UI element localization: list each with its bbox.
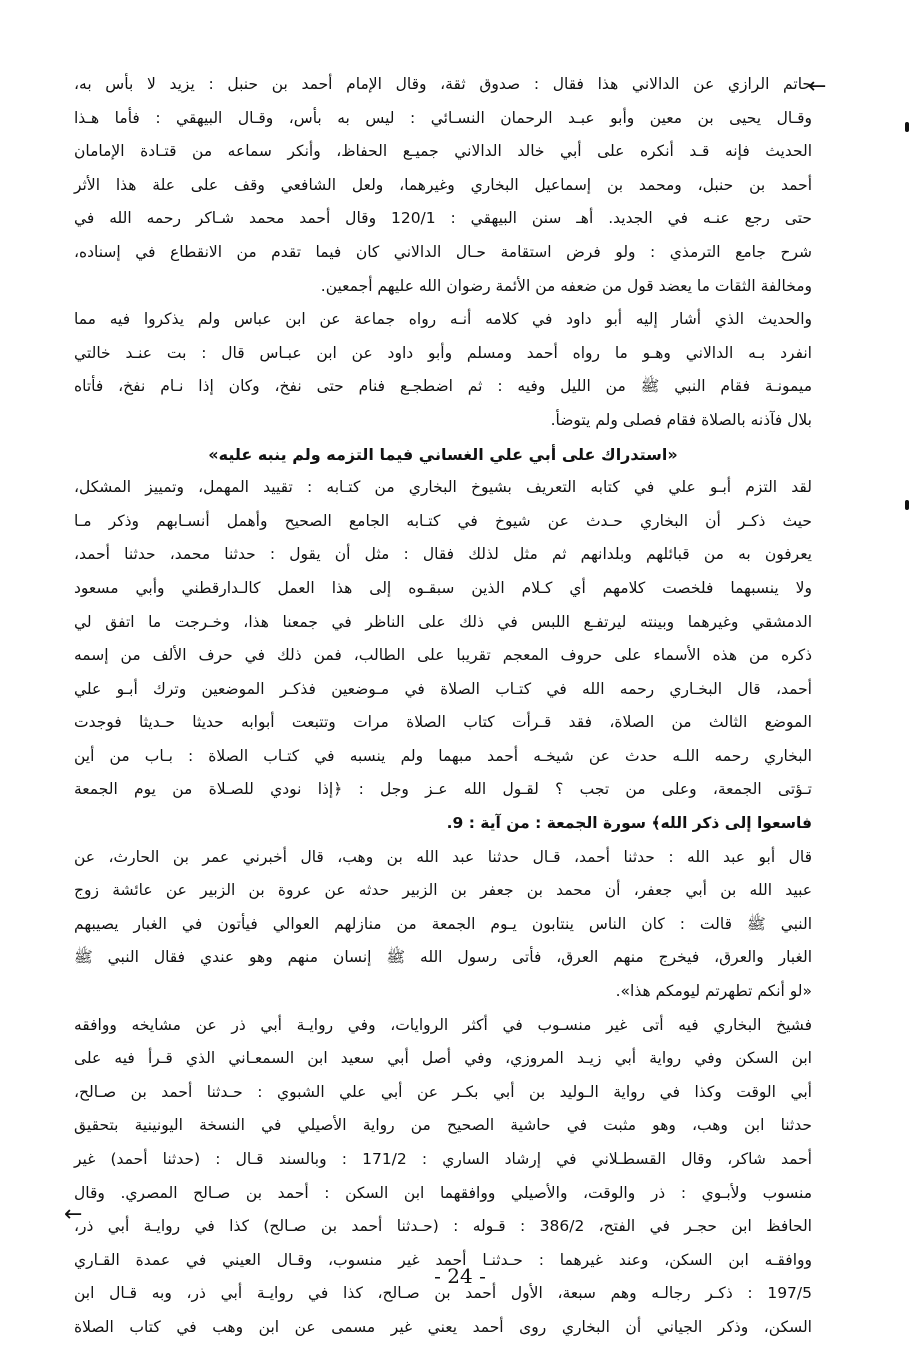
text-line: منسوب ولأبـوي : ذر والوقت، والأصيلي ووافقهما ابن السكن : أحمد بن صـالح المصري. وقال bbox=[74, 1183, 812, 1202]
text-line: ولا ينسبهما فلخصت كلامهم أي كـلام الذين سبقـوه إلى هذا العمل كالـدارقطني وأبي مسعود bbox=[74, 578, 812, 597]
text-line: حاتم الرازي عن الدالاني هذا فقال : صدوق ثقة، وقال الإمام أحمد بن حنبل : يزيد لا بأس به، bbox=[74, 75, 812, 93]
text-line: ومخالفة الثقات ما يعضد قول من ضعفه من الأئمة رضوان الله عليهم أجمعين. bbox=[320, 276, 812, 295]
text-line: ميمونـة فقام النبي ﷺ من الليل وفيه : ثم اضطجـع فنام حتى نفخ، وكان إذا نـام نفخ، فأتاه bbox=[74, 377, 812, 396]
text-line: تـؤتى الجمعة، وعلى من تجب ؟ لقـول الله عـز وجل : ﴿إذا نودي للصـلاة من يوم الجمعة bbox=[74, 780, 812, 799]
text-line: الموضع الثالث من الصلاة، فقد قـرأت كتاب الصلاة مرات وتتبعت أبوابه حديثا حـديثا فوجدت bbox=[74, 713, 812, 732]
text-line: أحمد بن حنبل، ومحمد بن إسماعيل البخاري وغيرهما، ولعل الشافعي وقف على علة هذا الأثر bbox=[74, 175, 812, 194]
text-line: وقـال يحيى بن معين وأبو عبـد الرحمان النسـائي : ليس به بأس، وقـال البيهقي : فأما هـذا bbox=[74, 108, 812, 127]
text-line: فشيخ البخاري فيه أتى غير منسـوب في أكثر الروايات، وفي روايـة أبي ذر عن مشايخه ووافقه bbox=[74, 1015, 812, 1034]
text-line: حتى رجع عنـه في الجديد. أهـ سنن البيهقي : 120/1 وقال أحمد محمد شـاكر رحمه الله في bbox=[74, 209, 812, 228]
margin-mark bbox=[905, 500, 909, 510]
text-line: الحديث فإنه قـد أنكره على أبي خالد الدالاني جميـع الحفاظ، وأنكر سماعه من قتـادة الإمامان bbox=[74, 142, 812, 161]
text-line: السكن، وذكر الجياني أن البخاري روى أحمد يعني غير مسمى عن ابن وهب في كتاب الصلاة bbox=[74, 1317, 812, 1336]
text-line: لقد التزم أبـو علي في كتابه التعريف بشيوخ البخاري من كتـابه : تقييد المهمل، وتمييز المشكل، bbox=[74, 478, 812, 497]
text-line: حيث ذكـر أن البخاري حـدث عن شيوخ في كتـابه الجامع الصحيح وأهمل أنسـابهم وذكر مـا bbox=[74, 511, 812, 530]
text-line: عبيد الله بن أبي جعفر، أن محمد بن جعفر بن الزبير حدثه عن عروة بن الزبير عن عائشة زوج bbox=[74, 881, 812, 900]
text-line: والحديث الذي أشار إليه أبو داود في كلامه أنـه رواه جماعة عن ابن عباس ولم يذكروا فيه مما bbox=[74, 310, 812, 329]
text-line: أحمد شاكر، وقال القسطـلاني في إرشاد الساري : 171/2 : وبالسند قـال : (حدثنا أحمد) غير bbox=[74, 1150, 812, 1168]
text-line: بلال فآذنه بالصلاة فقام فصلى ولم يتوضأ. bbox=[550, 410, 812, 429]
text-line: أحمد، قال البخـاري رحمه الله في كتـاب الصلاة في مـوضعين فذكـر الموضعين وترك أبـو علي bbox=[74, 679, 812, 698]
quran-verse-line: فاسعوا إلى ذكر الله﴾ سورة الجمعة : من آية : 9. bbox=[446, 814, 812, 833]
continuation-arrow-bottom-icon: ← bbox=[64, 1202, 83, 1227]
page-body-text bbox=[74, 68, 812, 1345]
text-line: قال أبو عبد الله : حدثنا أحمد، قـال حدثنا عبد الله بن وهب، قال أخبرني عمر بن الحارث، عن bbox=[74, 847, 812, 866]
margin-mark bbox=[905, 122, 909, 132]
text-line: ابن السكن وفي رواية أبي زيـد المروزي، وفي أصل أبي سعيد ابن السمعـاني الذي قـرأ فيه على bbox=[74, 1049, 812, 1068]
text-line: يعرفون به من قبائلهم وبلدانهم ثم مثل لذلك فقال : مثل أن يقول : حدثنا محمد، حدثنا أحمد، bbox=[74, 545, 812, 564]
text-line: حدثنا ابن وهب، وهو مثبت في حاشية الصحيح من رواية الأصيلي في النسخة اليونينية بتحقيق bbox=[74, 1116, 812, 1135]
text-line: ووافقـه ابن السكن، وعند غيرهما : حـدثنـا أحمد غير منسوب، وقـال العيني في عمدة القـاري bbox=[74, 1250, 812, 1269]
continuation-arrow-top-icon: ← bbox=[808, 74, 827, 99]
text-line: ذكره من هذه الأسماء على حروف المعجم تقريبا على الطالب، فمن ذلك في حرف الألف من إسمه bbox=[74, 646, 812, 665]
page-number: - 24 - bbox=[434, 1264, 486, 1288]
text-line: النبي ﷺ قالت : كان الناس ينتابون يـوم الجمعة من منازلهم العوالي فيأتون في الغبار يصيبهم bbox=[74, 914, 812, 933]
section-heading: «استدراك على أبي علي الغساني فيما التزمه ولم ينبه عليه» bbox=[208, 444, 678, 464]
text-line: شرح جامع الترمذي : ولو فرض استقامة حـال الدالاني كان فيما تقدم من الانقطاع في إسناده، bbox=[74, 242, 812, 261]
text-line: الغبار والعرق، فيخرج منهم العرق، فأتى رسول الله ﷺ إنسان منهم وهو عندي فقال النبي ﷺ bbox=[74, 948, 812, 967]
text-line: «لو أنكم تطهرتم ليومكم هذا». bbox=[615, 982, 812, 1001]
text-line: 197/5 : ذكـر رجالـه وهم سبعة، الأول أحمد بن صـالح، كذا في روايـة أبي ذر، وبه قـال ابن bbox=[74, 1284, 812, 1303]
text-line: الحافظ ابن حجـر في الفتح، 386/2 : قـوله : (حـدثنا أحمد بن صـالح) كذا في روايـة أبي ذر، bbox=[74, 1217, 812, 1236]
text-line: البخاري رحمه اللـه حدث عن شيخـه أحمد مبهما ولم ينسبه في كتـاب الصلاة : بـاب من أين bbox=[74, 746, 812, 765]
text-line: أبي الوقت وكذا في رواية الـوليد بن أبي بكـر عن أبي علي الشبوي : حـدثنا أحمد بن صـالح، bbox=[74, 1082, 812, 1101]
text-line: انفرد بـه الدالاني وهـو ما رواه أحمد ومسلم وأبو داود عن ابن عبـاس قال : بت عنـد خالتي bbox=[74, 343, 812, 362]
text-line: الدمشقي وغيرهما وبينته ليرتفـع اللبس في ذلك على الناظر في جمعنا هذا، وخـرجت ما اتفق لي bbox=[74, 612, 812, 631]
